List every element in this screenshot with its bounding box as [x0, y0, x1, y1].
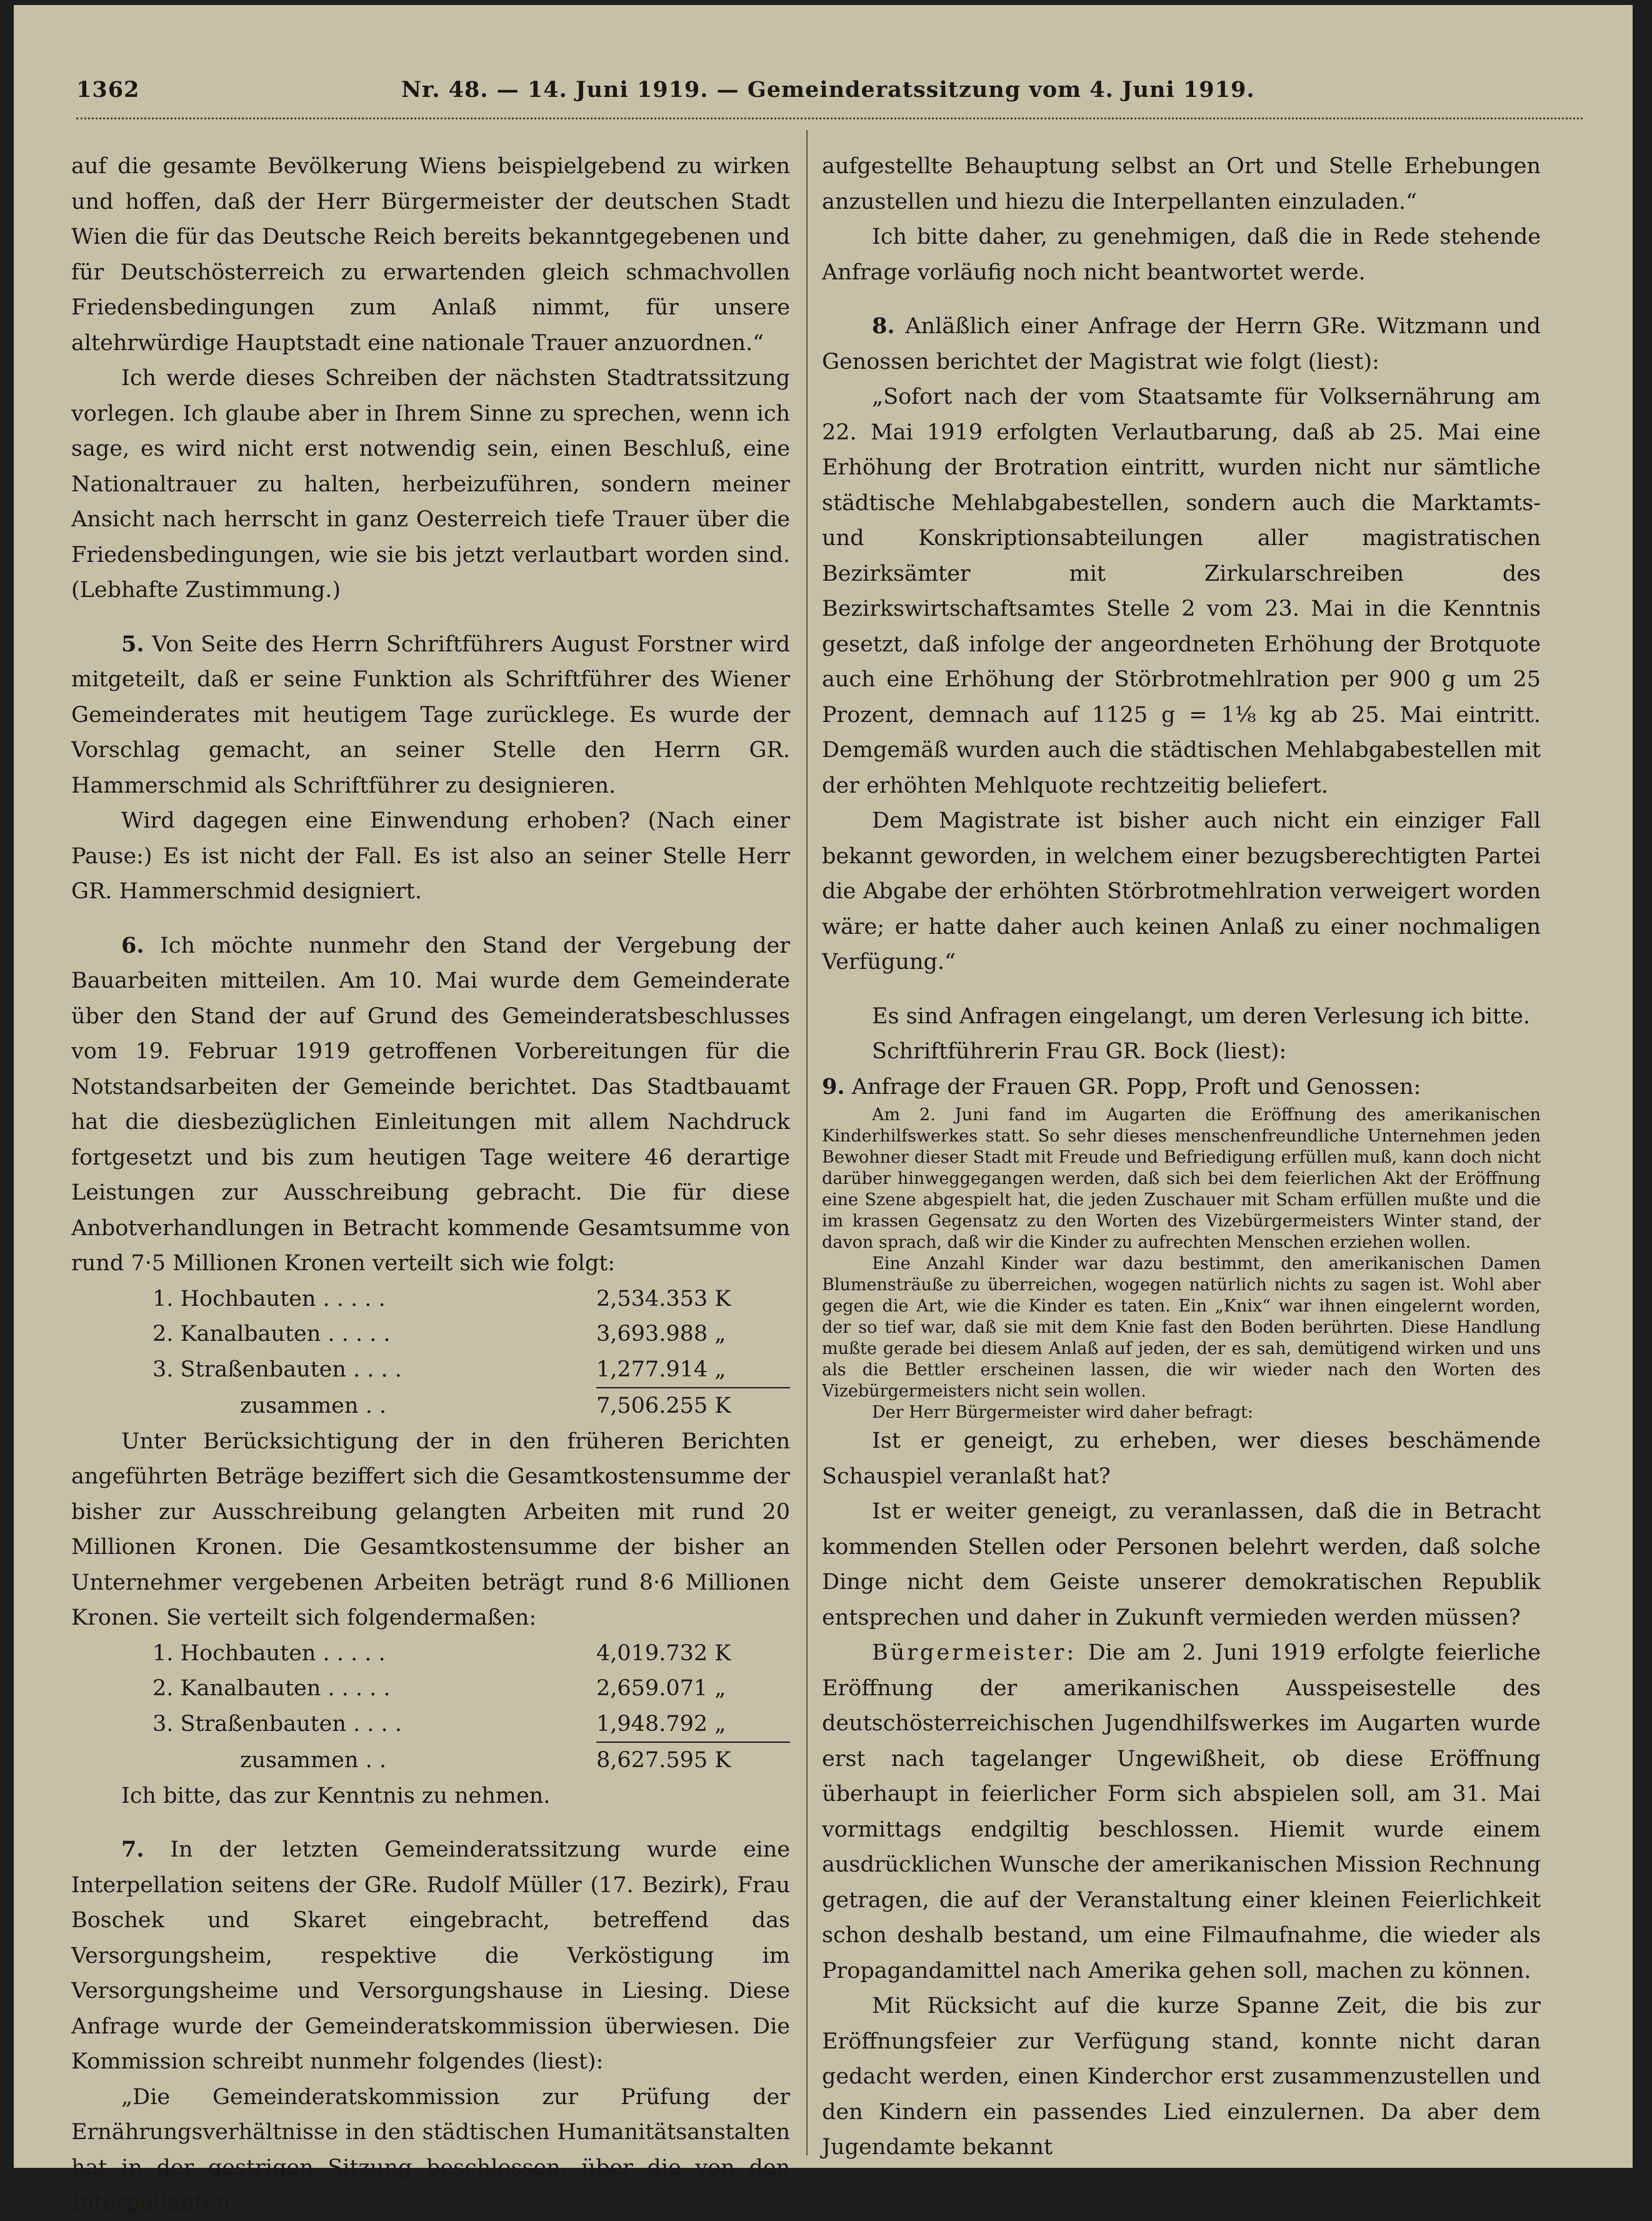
table-value: 4,019.732 K [596, 1640, 731, 1666]
left-column [71, 149, 790, 2215]
paragraph: Ich bitte, das zur Kenntnis zu nehmen. [121, 1783, 551, 1808]
paragraph-item-5 [71, 627, 790, 804]
paragraph-item-8 [822, 309, 1541, 379]
table-label: 1. Hochbauten . . . . . [153, 1286, 386, 1311]
table-value: 2,534.353 K [596, 1286, 731, 1311]
page-title: Nr. 48. — 14. Juni 1919. — Gemeinderatssitzung vom 4. Juni 1919. [401, 77, 1255, 103]
table-total-row [71, 1742, 790, 1778]
paragraph-text: Anläßlich einer Anfrage der Herrn GRe. Witzmann und Genossen berichtet der Magistrat wie folgt (liest): [822, 314, 1541, 374]
table-total-label: zusammen . . [240, 1393, 386, 1418]
table-value: 2,659.071 „ [596, 1676, 726, 1701]
paragraph-speaker [822, 1635, 1541, 1988]
table-row [71, 1636, 790, 1672]
table-value: 1,277.914 „ [596, 1356, 726, 1382]
small-print-paragraph: Der Herr Bürgermeister wird daher befragt: [872, 1403, 1253, 1422]
paragraph: Ist er geneigt, zu erheben, wer dieses beschämende Schauspiel veranlaßt hat? [822, 1428, 1541, 1489]
paragraph-item-6 [71, 928, 790, 1281]
small-print-paragraph: Eine Anzahl Kinder war dazu bestimmt, den amerikanischen Damen Blumensträuße zu überreichen, wogegen natürlich nichts zu sagen ist. Wohl aber gegen die Art, wie die Kinder es taten. Ein „Knix“ war ihnen eingelernt worden, der so tief war, daß sie mit dem Knie fast den Boden berührten. Diese Handlung mußte gerade bei diesem Anlaß auf jeden, der es sah, demütigend wirken und uns als die Bettler erscheinen lassen, die wir wieder nach den Worten des Vizebürgermeisters nicht sein wollen. [822, 1254, 1541, 1401]
paragraph: Es sind Anfragen eingelangt, um deren Verlesung ich bitte. [872, 1003, 1531, 1029]
paragraph-item-7 [71, 1832, 790, 2080]
column-divider [806, 130, 808, 2155]
table-total-row [71, 1388, 790, 1424]
cost-table-tendered [71, 1281, 790, 1424]
paragraph: Wird dagegen eine Einwendung erhoben? (Nach einer Pause:) Es ist nicht der Fall. Es ist also an seiner Stelle Herr GR. Hammerschmid designiert. [71, 808, 790, 904]
paragraph: aufgestellte Behauptung selbst an Ort und Stelle Erhebungen anzustellen und hiezu die Interpellanten einzuladen.“ [822, 154, 1541, 214]
paragraph-quote: „Die Gemeinderatskommission zur Prüfung der Ernährungsverhältnisse in den städtischen Humanitätsanstalten hat in der gestrigen Sitzung beschlossen, über die von den Interpellanten [71, 2084, 790, 2215]
paragraph-text: Ich möchte nunmehr den Stand der Vergebung der Bauarbeiten mitteilen. Am 10. Mai wurde dem Gemeinderate über den Stand der auf Grund des Gemeinderatsbeschlusses vom 19. Februar 1919 getroffenen Vorbereitungen für die Notstandsarbeiten der Gemeinde berichtet. Das Stadtbauamt hat die diesbezüglichen Einleitungen mit allem Nachdruck fortgesetzt und bis zum heutigen Tage weitere 46 derartige Leistungen zur Ausschreibung gebracht. Die für diese Anbotverhandlungen in Betracht kommende Gesamtsumme von rund 7·5 Millionen Kronen verteilt sich wie folgt: [71, 933, 790, 1276]
small-print-paragraph: Am 2. Juni fand im Augarten die Eröffnung des amerikanischen Kinderhilfswerkes statt. So sehr dieses menschenfreundliche Unternehmen jeden Bewohner dieser Stadt mit Freude und Befriedigung erfüllen muß, kann doch nicht darüber hinweggegangen werden, daß sich bei dem feierlichen Akt der Eröffnung eine Szene abgespielt hat, die jeden Zuschauer mit Scham erfüllen mußte und die im krassen Gegensatz zu den Worten des Vizebürgermeisters Winter stand, der davon sprach, daß wir die Kinder zu aufrechten Menschen erziehen wollen. [822, 1105, 1541, 1252]
paragraph-text: Von Seite des Herrn Schriftführers August Forstner wird mitgeteilt, daß er seine Funktion als Schriftführer des Wiener Gemeinderates mit heutigem Tage zurücklege. Es wurde der Vorschlag gemacht, an seiner Stelle den Herrn GR. Hammerschmid als Schriftführer zu designieren. [71, 631, 790, 798]
speaker-label: Bürgermeister: [872, 1640, 1077, 1665]
table-label: 3. Straßenbauten . . . . [153, 1357, 402, 1382]
table-row [71, 1671, 790, 1707]
right-column [822, 149, 1541, 2160]
item-number: 5. [121, 631, 144, 657]
paragraph-text: Anfrage der Frauen GR. Popp, Proft und Genossen: [851, 1074, 1421, 1100]
table-row [71, 1316, 790, 1352]
item-number: 6. [121, 932, 144, 958]
paragraph-text: Die am 2. Juni 1919 erfolgte feierliche Eröffnung der amerikanischen Ausspeisestelle des deutschösterreichischen Jugendhilfswerkes im Augarten wurde erst nach tagelanger Ungewißheit, ob diese Eröffnung überhaupt in feierlicher Form sich abspielen soll, am 31. Mai vormittags endgiltig beschlossen. Hiemit wurde einem ausdrücklichen Wunsche der amerikanischen Mission Rechnung getragen, die auf der Veranstaltung einer kleinen Feierlichkeit schon deshalb bestand, um eine Filmaufnahme, die wieder als Propagandamittel nach Amerika gehen soll, machen zu können. [822, 1640, 1541, 1983]
table-label: 1. Hochbauten . . . . . [153, 1640, 386, 1666]
item-number: 9. [822, 1073, 845, 1100]
page-header [76, 64, 1576, 114]
table-value: 1,948.792 „ [596, 1711, 726, 1737]
table-total-label: zusammen . . [240, 1747, 386, 1773]
paragraph: Ich bitte daher, zu genehmigen, daß die in Rede stehende Anfrage vorläufig noch nicht beantwortet werde. [822, 224, 1541, 285]
item-number: 8. [872, 313, 895, 339]
paragraph-item-9 [822, 1070, 1541, 1105]
paragraph-quote: „Sofort nach der vom Staatsamte für Volksernährung am 22. Mai 1919 erfolgten Verlautbarung, daß ab 25. Mai eine Erhöhung der Brotration eintritt, wurden nicht nur sämtliche städtische Mehlabgabestellen, sondern auch die Marktamts- und Konskriptionsabteilungen aller magistratischen Bezirksämter mit Zirkularschreiben des Bezirkswirtschaftsamtes Stelle 2 vom 23. Mai in die Kenntnis gesetzt, daß infolge der angeordneten Erhöhung der Brotquote auch eine Erhöhung der Störbrotmehlration per 900 g um 25 Prozent, demnach auf 1125 g = 1⅛ kg ab 25. Mai eintritt. Demgemäß wurden auch die städtischen Mehlabgabestellen mit der erhöhten Mehlquote rechtzeitig beliefert. [822, 384, 1541, 798]
paragraph-text: In der letzten Gemeinderatssitzung wurde eine Interpellation seitens der GRe. Rudolf Müller (17. Bezirk), Frau Boschek und Skaret eingebracht, betreffend das Versorgungsheim, respektive die Verköstigung im Versorgungsheime und Versorgungshause in Liesing. Diese Anfrage wurde der Gemeinderatskommission überwiesen. Die Kommission schreibt nunmehr folgendes (liest): [71, 1837, 790, 2074]
table-label: 3. Straßenbauten . . . . [153, 1712, 402, 1737]
table-row [71, 1281, 790, 1317]
paragraph: Schriftführerin Frau GR. Bock (liest): [872, 1039, 1287, 1064]
table-row [71, 1707, 790, 1743]
table-total-value: 7,506.255 K [596, 1388, 790, 1424]
paragraph: Ist er weiter geneigt, zu veranlassen, daß die in Betracht kommenden Stellen oder Personen belehrt werden, daß solche Dinge nicht dem Geiste unserer demokratischen Republik entsprechen und daher in Zukunft vermieden werden müssen? [822, 1499, 1541, 1630]
paragraph: auf die gesamte Bevölkerung Wiens beispielgebend zu wirken und hoffen, daß der Herr Bürgermeister der deutschen Stadt Wien die für das Deutsche Reich bereits bekanntgegebenen und für Deutschösterreich zu erwartenden gleich schmachvollen Friedensbedingungen zum Anlaß nimmt, für unsere altehrwürdige Hauptstadt eine nationale Trauer anzuordnen.“ [71, 154, 790, 356]
item-number: 7. [121, 1837, 144, 1862]
table-label: 2. Kanalbauten . . . . . [153, 1321, 391, 1346]
page-number: 1362 [76, 77, 140, 103]
paragraph: Ich werde dieses Schreiben der nächsten Stadtratssitzung vorlegen. Ich glaube aber in Ihrem Sinne zu sprechen, wenn ich sage, es wird nicht erst notwendig sein, einen Beschluß, eine Nationaltrauer zu halten, herbeizuführen, sondern meiner Ansicht nach herrscht in ganz Oesterreich tiefe Trauer über die Friedensbedingungen, wie sie bis jetzt verlautbart worden sind. (Lebhafte Zustimmung.) [71, 366, 790, 603]
cost-table-awarded [71, 1636, 790, 1778]
paragraph-quote: Dem Magistrate ist bisher auch nicht ein einziger Fall bekannt geworden, in welchem einer bezugsberechtigten Partei die Abgabe der erhöhten Störbrotmehlration verweigert worden wäre; er hatte daher auch keinen Anlaß zu einer nochmaligen Verfügung.“ [822, 808, 1541, 975]
table-total-value: 8,627.595 K [596, 1742, 790, 1778]
table-row [71, 1352, 790, 1388]
table-value: 3,693.988 „ [596, 1321, 726, 1346]
paragraph: Unter Berücksichtigung der in den früheren Berichten angeführten Beträge beziffert sich die Gesamtkostensumme der bisher zur Ausschreibung gelangten Arbeiten mit rund 20 Millionen Kronen. Die Gesamtkostensumme der bisher an Unternehmer vergebenen Arbeiten beträgt rund 8·6 Millionen Kronen. Sie verteilt sich folgendermaßen: [71, 1428, 790, 1630]
paragraph: Mit Rücksicht auf die kurze Spanne Zeit, die bis zur Eröffnungsfeier zur Verfügung stand, konnte nicht daran gedacht werden, einen Kinderchor erst zusammenzustellen und den Kindern ein passendes Lied einzulernen. Da aber dem Jugendamte bekannt [822, 1993, 1541, 2160]
header-rule [76, 118, 1583, 128]
newspaper-page [14, 5, 1633, 2215]
table-label: 2. Kanalbauten . . . . . [153, 1676, 391, 1701]
